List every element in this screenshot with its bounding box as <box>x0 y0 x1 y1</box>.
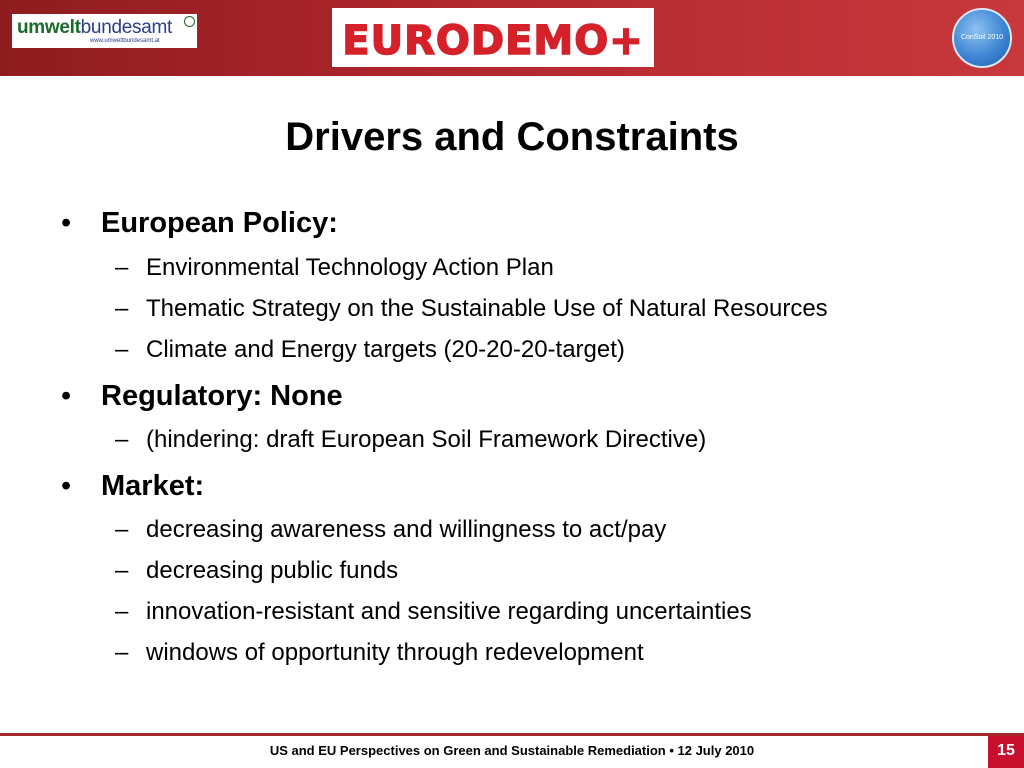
slide-title: Drivers and Constraints <box>285 115 739 159</box>
bullet-mark: • <box>61 207 72 239</box>
consoil-badge-text: ConSoil 2010 <box>960 34 1004 41</box>
bullet-market <box>61 469 205 503</box>
bullet-regulatory <box>61 379 343 413</box>
umweltbundesamt-logo <box>12 14 197 48</box>
list-item <box>115 556 399 586</box>
umwelt-mark-icon <box>184 16 195 27</box>
list-item <box>115 425 707 455</box>
eurodemo-logo-text: EURODEMO+ <box>342 18 644 64</box>
list-item-text: decreasing public funds <box>146 557 399 584</box>
list-item-text: innovation-resistant and sensitive regarding uncertainties <box>146 598 752 625</box>
bullet-mark: • <box>61 380 72 412</box>
header-bar <box>0 0 1024 76</box>
bullet-heading: European Policy: <box>101 207 338 239</box>
list-item-text: Climate and Energy targets (20-20-20-target) <box>146 336 625 363</box>
bullet-heading: Regulatory: None <box>101 380 343 412</box>
logo-url: www.umweltbundesamt.at <box>90 38 160 44</box>
dash-mark: – <box>115 516 129 543</box>
dash-mark: – <box>115 295 129 322</box>
bullet-mark: • <box>61 470 72 502</box>
dash-mark: – <box>115 336 129 363</box>
dash-mark: – <box>115 426 129 453</box>
bullet-european-policy <box>61 206 338 240</box>
list-item <box>115 335 625 365</box>
list-item <box>115 515 667 545</box>
list-item-text: Thematic Strategy on the Sustainable Use of Natural Resources <box>146 295 828 322</box>
dash-mark: – <box>115 598 129 625</box>
dash-mark: – <box>115 557 129 584</box>
footer-text: US and EU Perspectives on Green and Sustainable Remediation • 12 July 2010 <box>269 743 755 758</box>
list-item-text: windows of opportunity through redevelopment <box>146 639 644 666</box>
dash-mark: – <box>115 254 129 281</box>
list-item-text: Environmental Technology Action Plan <box>146 254 554 281</box>
logo-text-umwelt: umwelt <box>17 17 81 38</box>
list-item-text: decreasing awareness and willingness to act/pay <box>146 516 667 543</box>
logo-text-bundesamt: bundesamt <box>80 17 172 38</box>
consoil-badge <box>952 8 1012 68</box>
dash-mark: – <box>115 639 129 666</box>
list-item <box>115 294 828 324</box>
bullet-heading: Market: <box>101 470 205 502</box>
list-item <box>115 253 554 283</box>
list-item-text: (hindering: draft European Soil Framework Directive) <box>146 426 707 453</box>
list-item <box>115 638 644 668</box>
eurodemo-logo <box>332 8 654 67</box>
page-number: 15 <box>988 736 1024 768</box>
footer-divider <box>0 733 1024 736</box>
list-item <box>115 597 752 627</box>
